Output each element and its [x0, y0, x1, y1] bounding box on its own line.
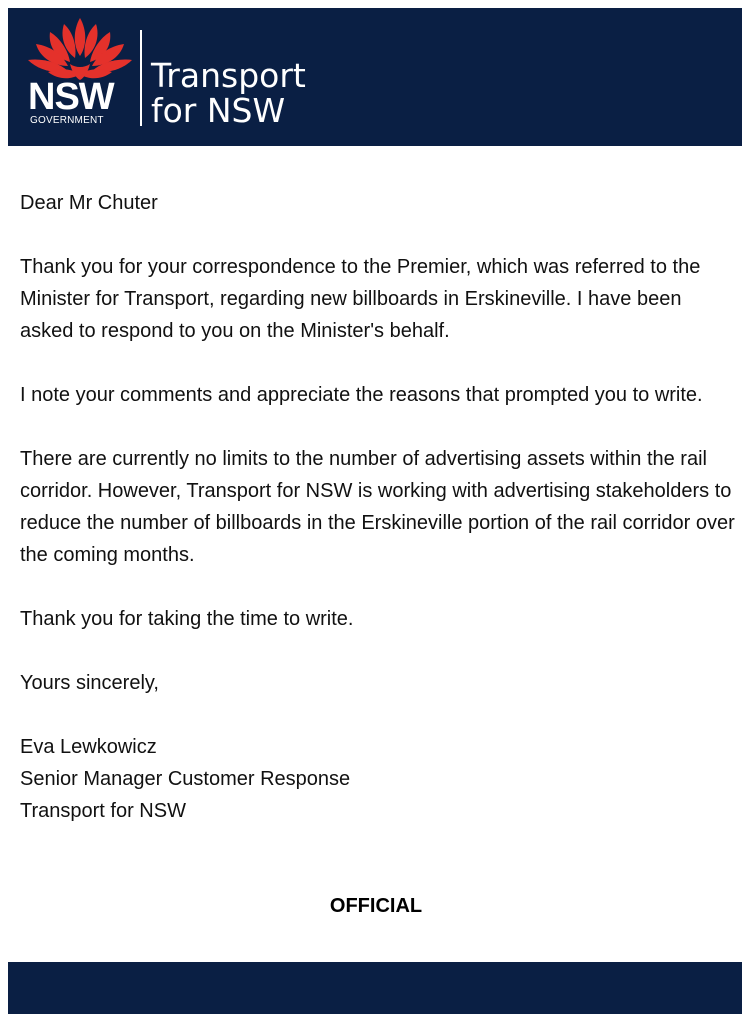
closing: Yours sincerely,	[20, 672, 159, 694]
nsw-logo-text: NSW	[28, 76, 114, 118]
paragraph: Thank you for your correspondence to the Premier, which was referred to the Minister for Transport, regarding new billboards in Erskineville. I have been asked to respond to you on the Minister's behalf.	[20, 256, 701, 342]
paragraph: Thank you for taking the time to write.	[20, 608, 354, 630]
government-logo-text: GOVERNMENT	[30, 115, 104, 126]
logo-divider	[140, 30, 142, 126]
signature-name: Eva Lewkowicz	[20, 736, 157, 758]
footer-banner	[8, 962, 742, 1014]
brand-title-line-1: Transport	[151, 56, 306, 95]
salutation: Dear Mr Chuter	[20, 192, 158, 214]
classification-label: OFFICIAL	[329, 895, 423, 917]
signature-organisation: Transport for NSW	[20, 800, 186, 822]
letter-body	[20, 187, 736, 827]
signature-block	[20, 731, 736, 827]
paragraph: There are currently no limits to the number of advertising assets within the rail corridor. However, Transport for NSW is working with advertising stakeholders to reduce the number of billboards in the Erskineville portion of the rail corridor over the coming months.	[20, 448, 735, 566]
brand-title-line-2: for NSW	[151, 91, 286, 130]
header-banner	[8, 8, 742, 146]
paragraph: I note your comments and appreciate the reasons that prompted you to write.	[20, 384, 703, 406]
signature-title: Senior Manager Customer Response	[20, 768, 351, 790]
